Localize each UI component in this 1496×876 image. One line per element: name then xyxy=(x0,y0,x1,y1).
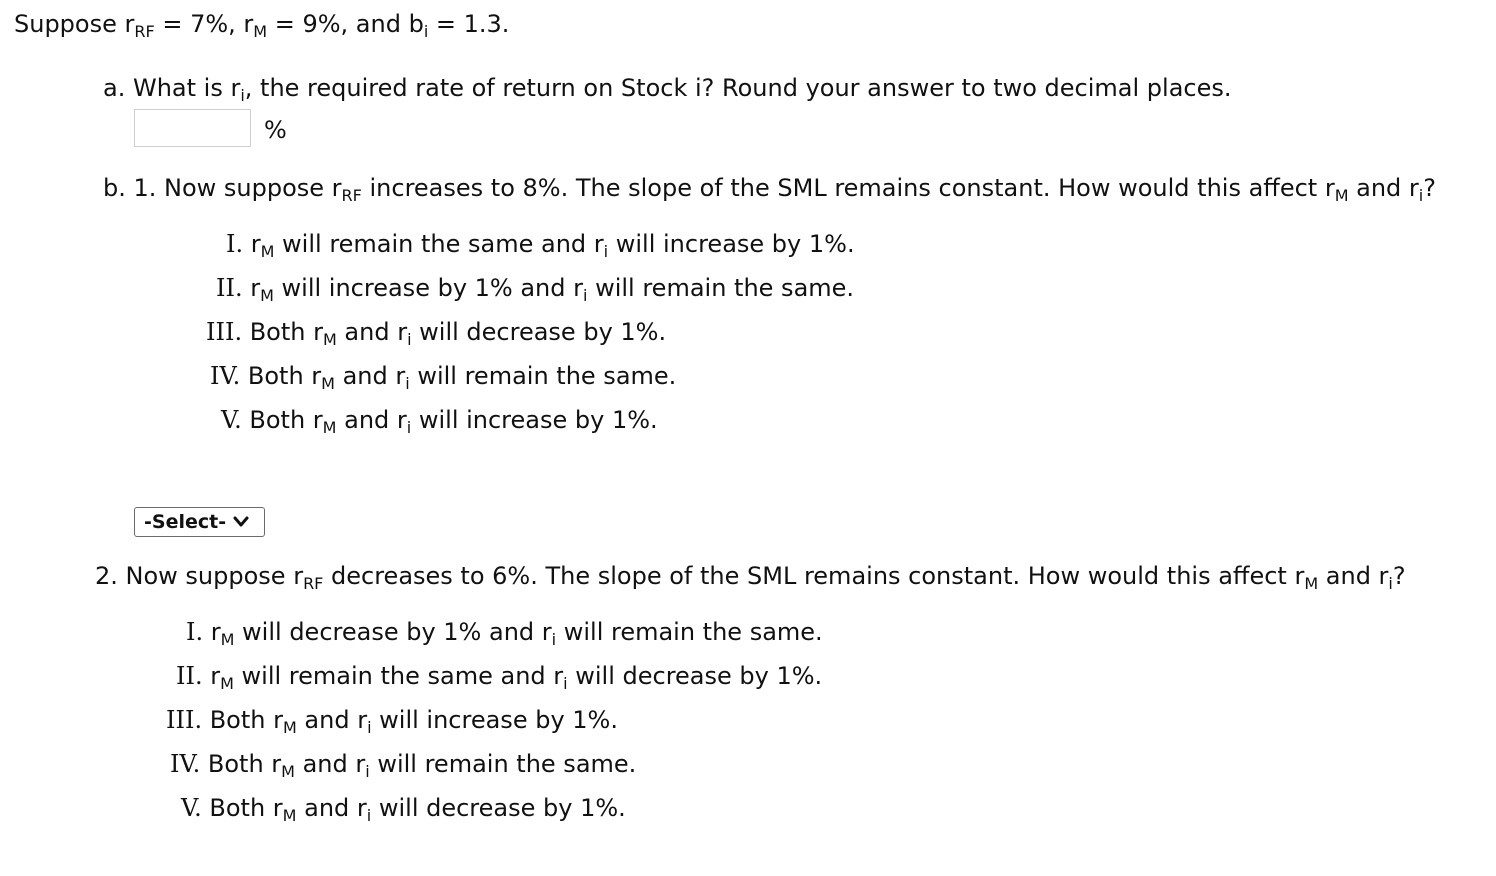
answer-input[interactable] xyxy=(134,109,251,147)
part-a-question: a. What is $r_i$, the required rate of return on Stock i? Round your answer to two decimal places. xyxy=(103,74,1232,105)
answer-select[interactable] xyxy=(134,507,265,537)
b2-option-1: I. $r_M$ will decrease by 1% and $r_i$ will remain the same. xyxy=(186,618,823,649)
b2-option-5: V. Both $r_M$ and $r_i$ will decrease by 1%. xyxy=(181,794,626,825)
chevron-down-icon xyxy=(233,511,249,533)
b1-option-1: I. $r_M$ will remain the same and $r_i$ will increase by 1%. xyxy=(226,230,855,261)
percent-unit: % xyxy=(264,116,287,144)
part-b1-question: b. 1. Now suppose $r_{RF}$ increases to 8%. The slope of the SML remains constant. How would this affect $r_M$ and $r_i$? xyxy=(103,174,1436,205)
problem-intro: Suppose $r_{RF} = 7\%$, $r_M = 9\%$, and $b_i = 1.3$. xyxy=(14,10,510,41)
b1-option-2: II. $r_M$ will increase by 1% and $r_i$ will remain the same. xyxy=(216,274,855,305)
part-b2-question: 2. Now suppose $r_{RF}$ decreases to 6%. The slope of the SML remains constant. How would this affect $r_M$ and $r_i$? xyxy=(95,562,1406,593)
b2-option-2: II. $r_M$ will remain the same and $r_i$ will decrease by 1%. xyxy=(176,662,823,693)
b1-option-5: V. Both $r_M$ and $r_i$ will increase by 1%. xyxy=(221,406,658,437)
b2-option-3: III. Both $r_M$ and $r_i$ will increase by 1%. xyxy=(166,706,618,737)
b2-option-4: IV. Both $r_M$ and $r_i$ will remain the same. xyxy=(170,750,637,781)
b1-option-4: IV. Both $r_M$ and $r_i$ will remain the same. xyxy=(210,362,677,393)
select-label: -Select- xyxy=(144,511,227,533)
b1-option-3: III. Both $r_M$ and $r_i$ will decrease by 1%. xyxy=(206,318,667,349)
